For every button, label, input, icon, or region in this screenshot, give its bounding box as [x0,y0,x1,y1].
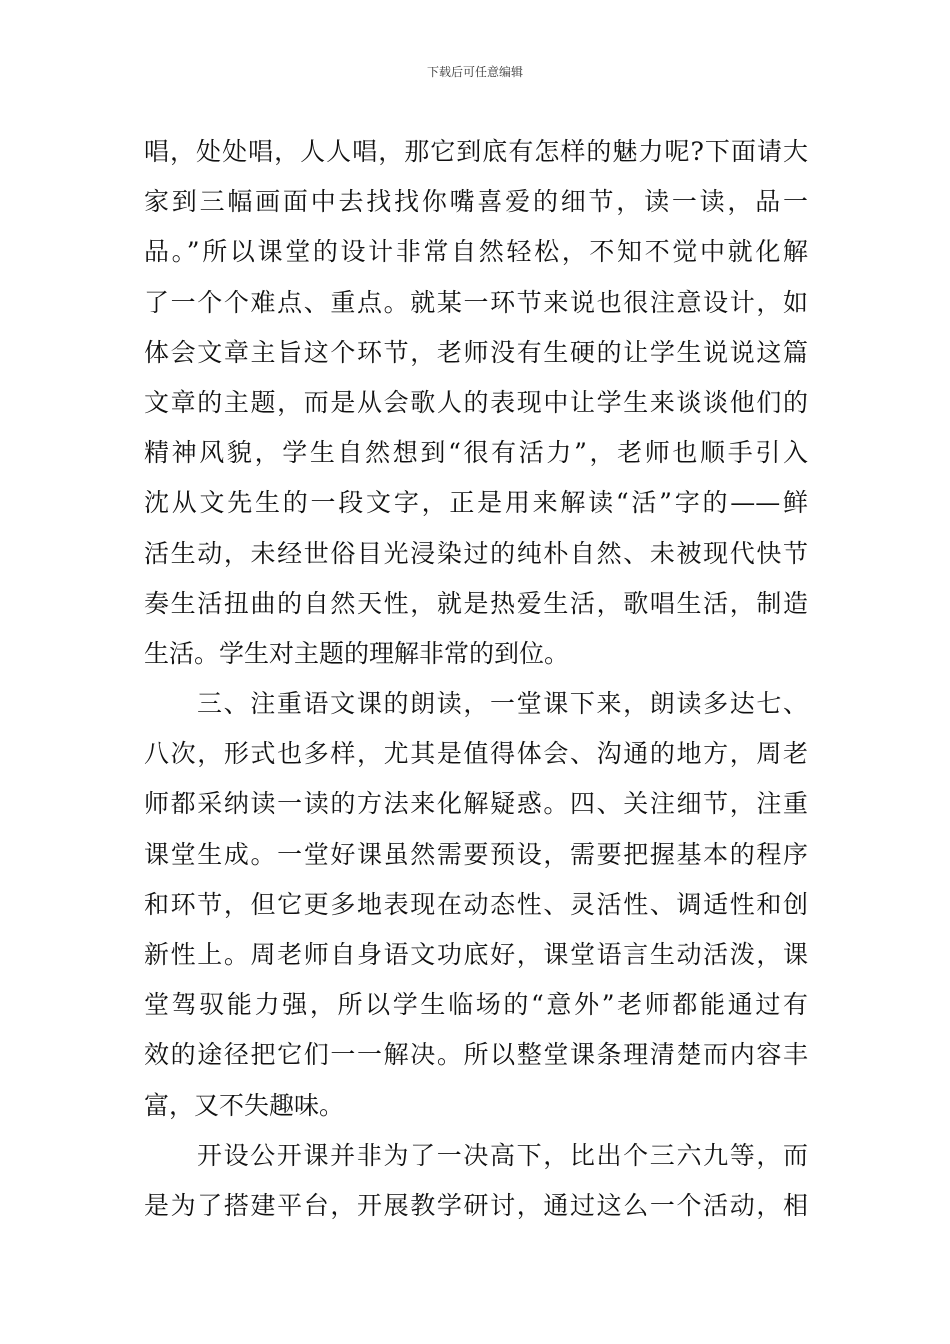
text-line: 师都采纳读一读的方法来化解疑惑。四、关注细节，注重 [144,789,808,819]
text-line: 精神风貌，学生自然想到“很有活力”，老师也顺手引入 [144,438,808,468]
text-line: 体会文章主旨这个环节，老师没有生硬的让学生说说这篇 [144,337,808,367]
text-line: 效的途径把它们一一解决。所以整堂课条理清楚而内容丰 [144,1040,808,1070]
text-line: 是为了搭建平台，开展教学研讨，通过这么一个活动，相 [144,1190,808,1220]
text-line: 活生动，未经世俗目光浸染过的纯朴自然、未被现代快节 [144,538,808,568]
text-line: 唱，处处唱，人人唱，那它到底有怎样的魅力呢?下面请大 [144,137,808,166]
text-line: 堂驾驭能力强，所以学生临场的“意外”老师都能通过有 [144,990,808,1020]
text-line: 品。”所以课堂的设计非常自然轻松，不知不觉中就化解 [144,237,808,267]
text-line: 课堂生成。一堂好课虽然需要预设，需要把握基本的程序 [144,839,808,869]
text-line-paragraph-start: 三、注重语文课的朗读，一堂课下来，朗读多达七、 [197,689,808,719]
text-line: 沈从文先生的一段文字，正是用来解读“活”字的——鲜 [144,488,808,518]
text-line: 八次，形式也多样，尤其是值得体会、沟通的地方，周老 [144,739,808,769]
document-body [144,127,808,1231]
text-line: 新性上。周老师自身语文功底好，课堂语言生动活泼，课 [144,940,808,969]
text-line-paragraph-start: 开设公开课并非为了一决高下，比出个三六九等，而 [197,1140,808,1170]
text-line: 奏生活扭曲的自然天性，就是热爱生活，歌唱生活，制造 [144,588,808,618]
page-header-caption: 下载后可任意编辑 [426,65,523,79]
text-line: 家到三幅画面中去找找你嘴喜爱的细节，读一读，品一 [144,187,808,217]
text-line: 文章的主题，而是从会歌人的表现中让学生来谈谈他们的 [144,387,808,417]
text-line: 了一个个难点、重点。就某一环节来说也很注意设计，如 [144,287,808,317]
text-line-paragraph-end: 富，又不失趣味。 [144,1090,345,1120]
text-line-paragraph-end: 生活。学生对主题的理解非常的到位。 [144,638,570,668]
text-line: 和环节，但它更多地表现在动态性、灵活性、调适性和创 [144,889,808,919]
